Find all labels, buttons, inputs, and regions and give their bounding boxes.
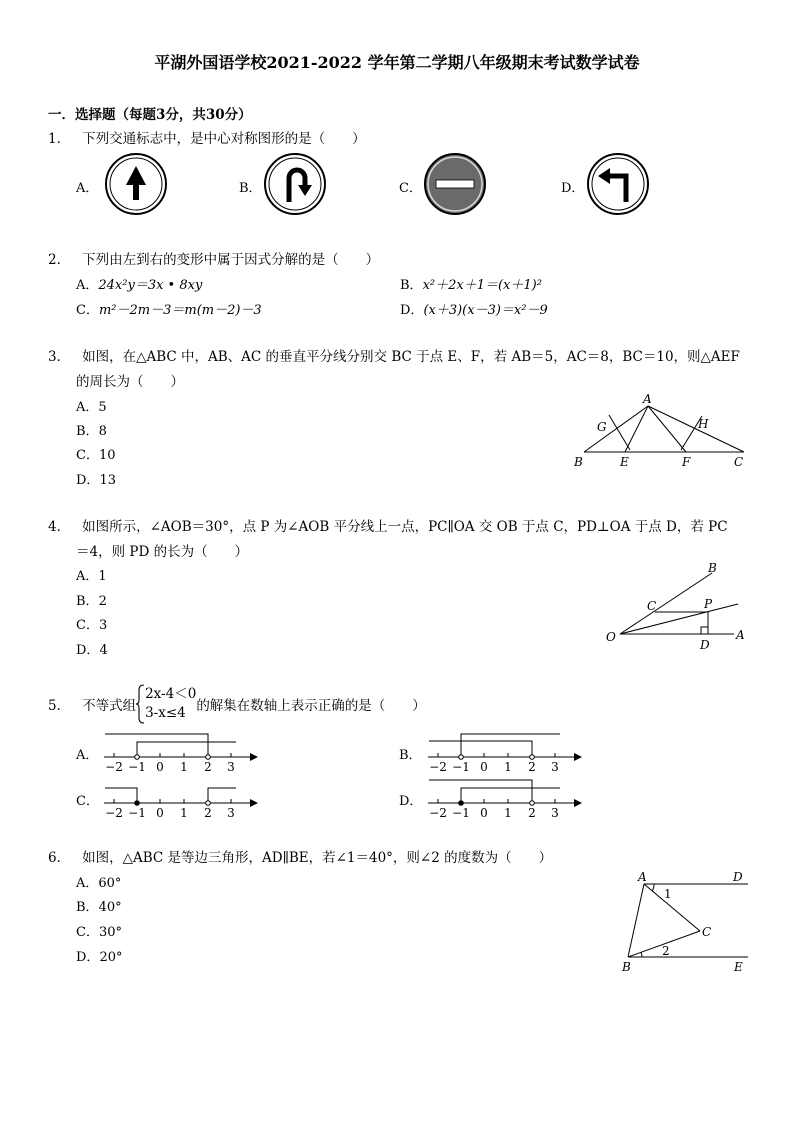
option-text: 20° (99, 950, 123, 965)
tick-label: 2 (528, 760, 536, 774)
option-text: 30° (98, 925, 122, 940)
tick-label: 1 (504, 806, 512, 820)
q4-option-d (76, 639, 108, 658)
option-text: 5 (98, 400, 107, 415)
tick-label: 1 (180, 806, 188, 820)
q2-option-b (400, 274, 542, 293)
angle-label-2: 2 (662, 944, 670, 958)
q6-option-b (76, 896, 122, 915)
question-stem: 如图所示，∠AOB＝30°，点 P 为∠AOB 平分线上一点，PC∥OA 交 OB 于点 C，PD⊥OA 于点 D，若 PC (82, 519, 728, 535)
tick-label: 0 (480, 806, 488, 820)
tick-label: 3 (551, 760, 559, 774)
point-label-a: A (736, 628, 745, 642)
tick-label: −1 (452, 806, 470, 820)
option-text: 4 (99, 643, 108, 658)
up-arrow-sign-icon (104, 152, 168, 216)
point-label-a: A (638, 870, 647, 884)
question-number: 6． (48, 850, 71, 866)
q5-label-a: A． (76, 748, 99, 763)
point-label-o: O (606, 630, 616, 644)
q4-option-a (76, 565, 107, 584)
q3-option-c (76, 444, 116, 463)
option-label: A． (76, 400, 99, 415)
question-stem-suffix: 的解集在数轴上表示正确的是（ ） (196, 698, 426, 714)
q5-label-c: C． (76, 794, 99, 809)
option-text: 40° (98, 900, 122, 915)
q3-triangle-figure (568, 388, 758, 470)
question-2 (48, 248, 379, 268)
tick-label: −1 (128, 806, 146, 820)
no-entry-sign-icon (423, 152, 487, 216)
question-6 (48, 846, 552, 866)
option-label: D． (76, 643, 100, 658)
option-text: 13 (99, 473, 116, 488)
tick-label: −1 (128, 760, 146, 774)
question-stem-line2: ＝4，则 PD 的长为（ ） (76, 544, 249, 560)
option-label: C． (76, 925, 99, 940)
tick-label: 0 (156, 760, 164, 774)
point-label-e: E (734, 960, 743, 974)
tick-label: 2 (528, 806, 536, 820)
question-number: 5． (48, 698, 71, 714)
point-label-h: H (698, 417, 709, 431)
point-label-g: G (597, 420, 607, 434)
point-label-c: C (702, 925, 712, 939)
left-brace-icon (136, 684, 145, 724)
option-label: C． (76, 448, 99, 463)
q6-option-d (76, 946, 122, 965)
point-label-f: F (682, 455, 691, 469)
q1-label-d: D． (561, 181, 585, 196)
option-text: 10 (98, 448, 116, 463)
option-label: A． (76, 278, 99, 293)
option-text: (x＋3)(x－3)＝x²－9 (423, 303, 548, 318)
tick-label: −2 (105, 806, 123, 820)
inequality-2: 3-x≤4 (145, 705, 186, 721)
q4-option-c (76, 614, 107, 633)
option-label: A． (76, 876, 99, 891)
tick-label: 3 (227, 760, 235, 774)
tick-label: 2 (204, 806, 212, 820)
question-stem: 如图，在△ABC 中，AB、AC 的垂直平分线分别交 BC 于点 E、F，若 AB＝5，AC＝8，BC＝10，则△AEF (82, 349, 740, 365)
point-label-a: A (643, 392, 652, 406)
q1-label-a: A． (76, 181, 99, 196)
option-label: B． (76, 900, 99, 915)
option-label: B． (76, 594, 99, 609)
question-number: 1． (48, 131, 71, 147)
q3-option-a (76, 396, 107, 415)
q3-option-b (76, 420, 107, 439)
option-text: 3 (98, 618, 108, 633)
question-number: 3． (48, 349, 71, 365)
tick-label: −2 (105, 760, 123, 774)
question-stem: 如图，△ABC 是等边三角形，AD∥BE，若∠1＝40°，则∠2 的度数为（ ） (82, 850, 553, 866)
tick-label: 1 (180, 760, 188, 774)
q2-option-c (76, 299, 262, 318)
point-label-p: P (704, 597, 713, 611)
option-label: D． (76, 950, 100, 965)
angle-label-1: 1 (664, 887, 672, 901)
number-line-a (100, 730, 260, 774)
q4-option-b (76, 590, 107, 609)
turn-left-sign-icon (586, 152, 650, 216)
question-stem-prefix: 不等式组 (82, 698, 137, 714)
inequality-system (136, 684, 196, 724)
question-5 (48, 684, 426, 728)
point-label-d: D (700, 638, 710, 652)
option-text: x²＋2x＋1＝(x＋1)² (422, 278, 542, 293)
q5-label-d: D． (399, 794, 423, 809)
option-label: B． (400, 278, 423, 293)
option-label: D． (400, 303, 424, 318)
question-number: 4． (48, 519, 71, 535)
number-line-d (424, 776, 584, 820)
option-text: 2 (98, 594, 107, 609)
option-label: B． (76, 424, 99, 439)
question-3 (48, 345, 740, 365)
option-label: A． (76, 569, 99, 584)
point-label-c: C (647, 599, 657, 613)
tick-label: 3 (551, 806, 559, 820)
point-label-e: E (620, 455, 629, 469)
q6-option-c (76, 921, 122, 940)
q4-angle-figure (598, 558, 758, 654)
tick-label: 0 (156, 806, 164, 820)
q1-label-b: B． (239, 181, 262, 196)
question-number: 2． (48, 252, 71, 268)
q6-option-a (76, 872, 121, 891)
q6-triangle-figure (614, 864, 754, 976)
point-label-d: D (733, 870, 743, 884)
question-stem: 下列由左到右的变形中属于因式分解的是（ ） (82, 252, 380, 268)
q1-label-c: C． (399, 181, 422, 196)
option-text: 1 (98, 569, 107, 584)
q2-option-d (400, 299, 548, 318)
tick-label: −2 (429, 760, 447, 774)
q3-option-d (76, 469, 116, 488)
tick-label: 2 (204, 760, 212, 774)
option-text: 24x²y＝3x • 8xy (98, 278, 203, 293)
point-label-b: B (708, 561, 717, 575)
q5-label-b: B． (399, 748, 422, 763)
point-label-b: B (574, 455, 583, 469)
question-1 (48, 127, 366, 147)
option-text: 60° (98, 876, 122, 891)
section-heading: 一．选择题（每题3分，共30分） (48, 107, 252, 123)
tick-label: 0 (480, 760, 488, 774)
tick-label: 3 (227, 806, 235, 820)
question-4 (48, 515, 728, 535)
number-line-b (424, 730, 584, 774)
q2-option-a (76, 274, 202, 293)
option-text: 8 (98, 424, 107, 439)
option-label: D． (76, 473, 100, 488)
u-turn-sign-icon (263, 152, 327, 216)
option-label: C． (76, 303, 99, 318)
question-stem: 下列交通标志中，是中心对称图形的是（ ） (82, 131, 366, 147)
point-label-b: B (622, 960, 631, 974)
question-stem-line2: 的周长为（ ） (76, 374, 184, 390)
tick-label: 1 (504, 760, 512, 774)
tick-label: −2 (429, 806, 447, 820)
inequality-1: 2x-4＜0 (145, 686, 197, 702)
tick-label: −1 (452, 760, 470, 774)
page-title: 平湖外国语学校2021-2022 学年第二学期八年级期末考试数学试卷 (154, 53, 640, 72)
option-label: C． (76, 618, 99, 633)
point-label-c: C (734, 455, 744, 469)
option-text: m²－2m－3＝m(m－2)－3 (98, 303, 262, 318)
number-line-c (100, 776, 260, 820)
